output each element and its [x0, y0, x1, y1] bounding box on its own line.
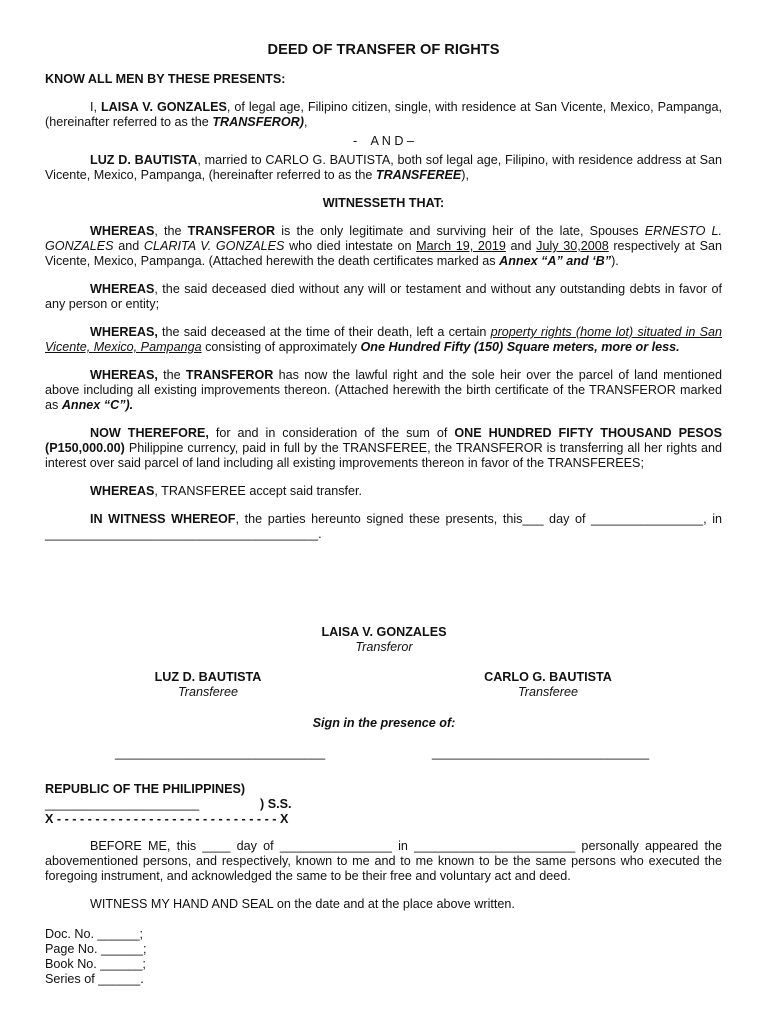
series-of: Series of ______.: [45, 972, 144, 986]
paragraph-text: Philippine currency, paid in full by the TRANSFEREE, the TRANSFEROR is transferring all her rights and interest over said parcel of land including all existing improvements thereon in favor of the TRANSFEREES;: [45, 441, 722, 470]
transferee-paragraph: [45, 153, 722, 183]
signatory-name: CARLO G. BAUTISTA: [484, 670, 612, 684]
before-me-paragraph: BEFORE ME, this ____ day of ________________ in _______________________ personally appeared the abovementioned persons, and respectively, known to me and to me known to be the same persons who executed the foregoing instrument, and acknowledged the same to be their free and voluntary act and deed.: [45, 839, 722, 883]
page-number: Page No. ______;: [45, 942, 147, 956]
notarial-register: [45, 927, 722, 987]
paragraph-text: respectively at San Vicente, Mexico, Pampanga. (Attached herewith the death certificates marked as: [45, 239, 723, 268]
death-date: March 19, 2019: [416, 239, 506, 253]
paragraph-text: and: [113, 239, 144, 253]
acknowledgment-section: [45, 782, 722, 987]
signatory-name: LUZ D. BAUTISTA: [154, 670, 262, 684]
transferor-para-text: I,: [90, 100, 101, 114]
whereas-accept-paragraph: [45, 484, 722, 499]
republic-line: REPUBLIC OF THE PHILIPPINES): [45, 782, 246, 796]
transferor-role: TRANSFEROR): [212, 115, 304, 129]
transferee-signature-block-1: [108, 670, 308, 700]
spouse-name: CLARITA V. GONZALES: [143, 239, 285, 253]
transferor-name: LAISA V. GONZALES: [100, 100, 227, 114]
transferee-name: LUZ D. BAUTISTA: [90, 153, 198, 167]
sign-in-presence-heading: Sign in the presence of:: [312, 716, 456, 730]
signatory-role: Transferee: [518, 685, 578, 699]
paragraph-text: and: [505, 239, 537, 253]
annex-reference: Annex “A” and ‘B”: [499, 254, 612, 268]
whereas-property-paragraph: [45, 325, 722, 355]
paragraph-text: is the only legitimate and surviving heir of the late, Spouses: [275, 224, 645, 238]
whereas-keyword: WHEREAS: [90, 484, 155, 498]
and-separator: - A N D –: [353, 134, 414, 148]
transferee-para-text: , married to CARLO G. BAUTISTA, both sof legal age, Filipino, with residence address at San Vicente, Mexico, Pampanga, (hereinafter referred to as the: [45, 153, 722, 182]
opening-heading: KNOW ALL MEN BY THESE PRESENTS:: [45, 72, 286, 86]
in-witness-keyword: IN WITNESS WHEREOF: [90, 512, 236, 526]
doc-number: Doc. No. ______;: [45, 927, 144, 941]
whereas-no-will-paragraph: [45, 282, 722, 312]
spouse-name: ERNESTO L. GONZALES: [45, 224, 722, 253]
transferee-role: TRANSFEREE: [375, 168, 462, 182]
whereas-keyword: WHEREAS: [90, 282, 155, 296]
paragraph-text: , the parties hereunto signed these presents, this___ day of ________________, in _______________________________________.: [45, 512, 722, 541]
now-therefore-paragraph: [45, 426, 722, 471]
book-number: Book No. ______;: [45, 957, 146, 971]
now-therefore-keyword: NOW THEREFORE,: [90, 426, 209, 440]
paragraph-text: , the: [154, 224, 188, 238]
ss-label: ) S.S.: [260, 797, 292, 811]
witness-hand-paragraph: WITNESS MY HAND AND SEAL on the date and at the place above written.: [90, 897, 515, 911]
signatory-name: LAISA V. GONZALES: [321, 625, 447, 639]
witness-signature-line: _______________________________: [432, 746, 650, 760]
signatory-role: Transferee: [178, 685, 238, 699]
paragraph-text: the: [157, 368, 186, 382]
transferor-paragraph: [45, 100, 722, 130]
death-date: July 30,2008: [536, 239, 609, 253]
transferor-signature-block: [284, 625, 484, 655]
paragraph-text: , the said deceased died without any will or testament and without any outstanding debts in favor of any person or entity;: [45, 282, 722, 311]
transferor-keyword: TRANSFEROR: [187, 224, 276, 238]
document-title: DEED OF TRANSFER OF RIGHTS: [267, 42, 500, 58]
deed-document: [45, 38, 722, 542]
transferor-keyword: TRANSFEROR: [185, 368, 274, 382]
transferee-para-text: ),: [461, 168, 469, 182]
x-divider: X - - - - - - - - - - - - - - - - - - - - - - - - - - - - - X: [45, 812, 289, 826]
signatory-role: Transferor: [355, 640, 413, 654]
paragraph-text: has now the lawful right and the sole heir over the parcel of land mentioned above including all existing improvements thereon. (Attached herewith the birth certificate of the TRANSFEROR marked as: [45, 368, 722, 412]
property-area: One Hundred Fifty (150) Square meters, more or less.: [360, 340, 680, 354]
in-witness-paragraph: [45, 512, 722, 542]
transferor-para-text: , of legal age, Filipino citizen, single, with residence at San Vicente, Mexico, Pampanga, (hereinafter referred to as the: [45, 100, 722, 129]
annex-reference: Annex “C”).: [61, 398, 134, 412]
paragraph-text: for and in consideration of the sum of: [208, 426, 455, 440]
whereas-lawful-right-paragraph: [45, 368, 722, 413]
paragraph-text: who died intestate on: [284, 239, 417, 253]
paragraph-text: , TRANSFEREE accept said transfer.: [154, 484, 363, 498]
whereas-keyword: WHEREAS,: [90, 325, 158, 339]
transferor-para-text: ,: [303, 115, 308, 129]
witnesseth-heading: WITNESSETH THAT:: [322, 196, 445, 210]
paragraph-text: the said deceased at the time of their death, left a certain: [157, 325, 491, 339]
ss-row: [45, 797, 722, 812]
transferee-signature-block-2: [448, 670, 648, 700]
property-description: property rights (home lot) situated in San Vicente, Mexico, Pampanga: [45, 325, 723, 354]
whereas-keyword: WHEREAS,: [90, 368, 158, 382]
paragraph-text: consisting of approximately: [201, 340, 361, 354]
witness-signature-line: ______________________________: [115, 746, 326, 760]
whereas-keyword: WHEREAS: [90, 224, 155, 238]
venue-blank: ______________________: [45, 797, 200, 811]
whereas-heir-paragraph: [45, 224, 722, 269]
paragraph-text: ).: [611, 254, 619, 268]
consideration-amount: ONE HUNDRED FIFTY THOUSAND PESOS (P150,000.00): [45, 426, 722, 455]
